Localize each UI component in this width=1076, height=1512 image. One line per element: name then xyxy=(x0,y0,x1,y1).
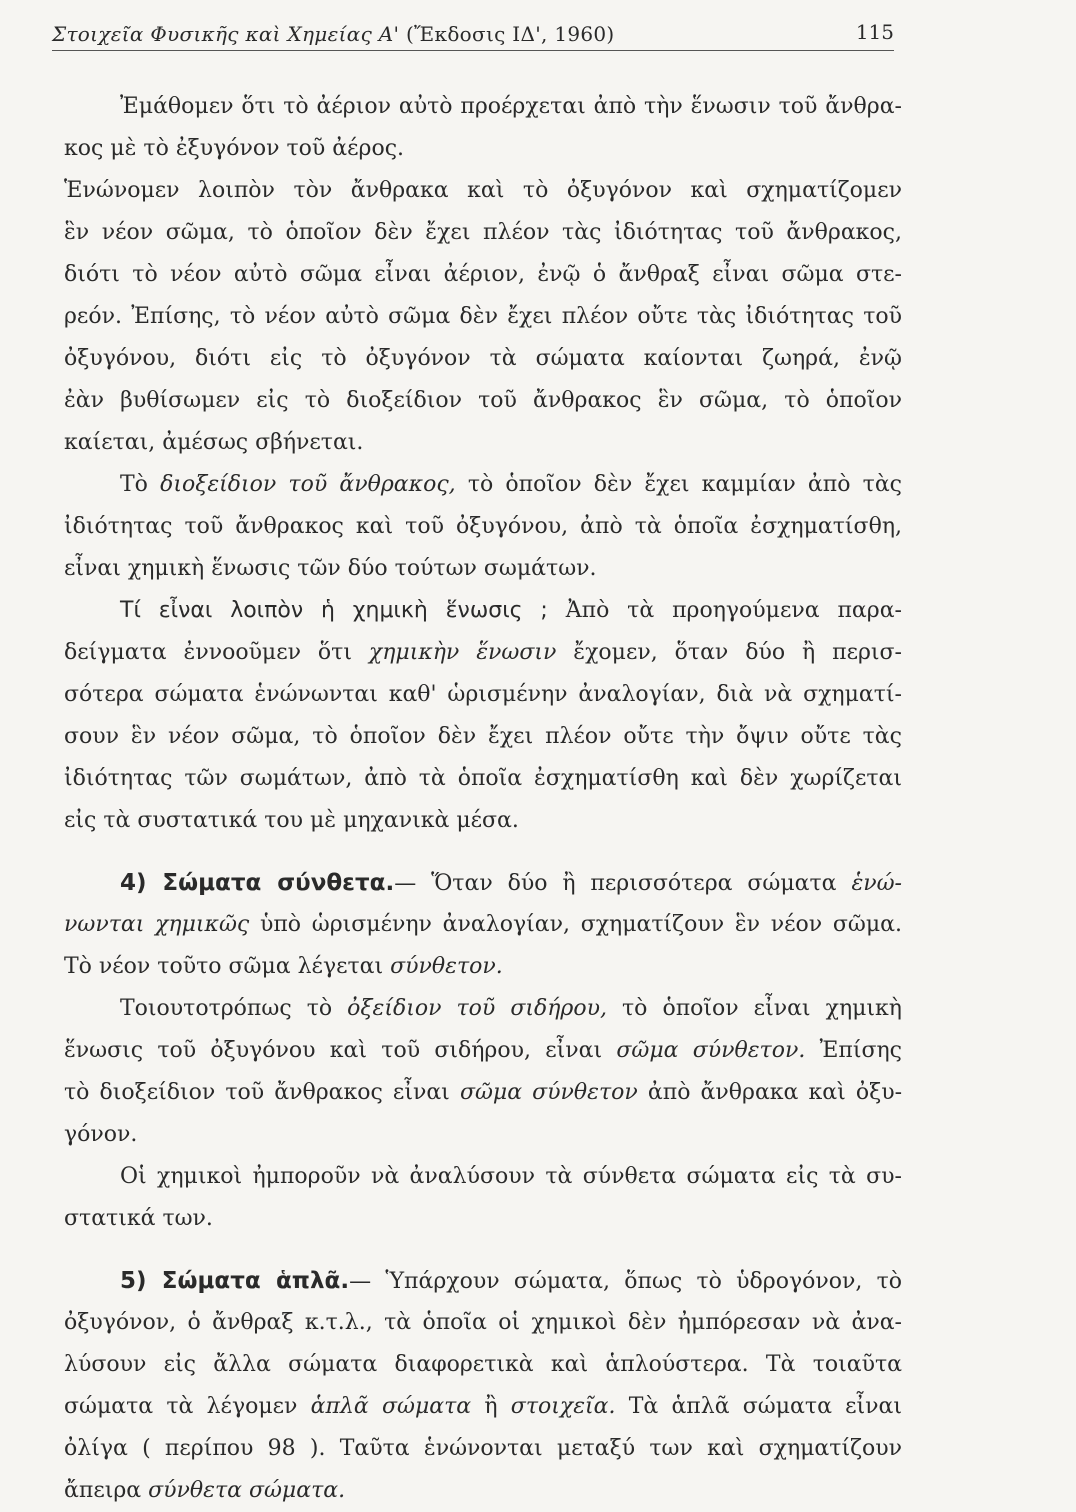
text-span: — Ὑπάρχουν σώματα, ὅπως τὸ ὑδρογόνον, τὸ xyxy=(349,1269,902,1294)
text-span: — Ὅταν δύο ἢ περισσότερα σώματα xyxy=(394,871,837,896)
text-line xyxy=(64,758,902,800)
text-line xyxy=(64,988,902,1030)
text-span: Ἐπίσης xyxy=(819,1038,902,1063)
text-line xyxy=(64,1072,902,1114)
text-line xyxy=(64,800,902,842)
italic-term: σύνθετα σώματα. xyxy=(148,1478,346,1503)
text-line xyxy=(64,380,902,422)
text-span: ἀπὸ ἄνθρακα καὶ ὀξυ- xyxy=(647,1080,902,1105)
text-line xyxy=(64,674,902,716)
text-line xyxy=(64,716,902,758)
text-line xyxy=(64,170,902,212)
italic-term: σῶμα σύνθετον. xyxy=(616,1038,806,1063)
spacer xyxy=(64,842,902,862)
header-edition: (Ἔκδοσις ΙΔ', 1960) xyxy=(405,22,615,46)
text-line xyxy=(64,1302,902,1344)
text-line xyxy=(64,946,902,988)
italic-term: ἑνώ- xyxy=(851,871,902,896)
text-line xyxy=(64,212,902,254)
text-span: τὸ διοξείδιον τοῦ ἄνθρακος εἶναι xyxy=(64,1080,450,1105)
text-span: Τὸ xyxy=(120,472,148,497)
text-span: ἔχομεν, ὅταν δύο ἢ περισ- xyxy=(573,640,902,665)
text-span: ἐὰν βυθίσωμεν εἰς τὸ διοξείδιον τοῦ ἄνθρακος ἓν σῶμα, τὸ ὁποῖον xyxy=(64,388,902,413)
italic-term: νωνται χημικῶς xyxy=(64,912,250,937)
italic-term: χημικὴν ἕνωσιν xyxy=(368,640,557,665)
text-span: ἄπειρα xyxy=(64,1478,142,1503)
text-line xyxy=(64,338,902,380)
text-span: ἕνωσις τοῦ ὀξυγόνου καὶ τοῦ σιδήρου, εἶναι xyxy=(64,1038,603,1063)
italic-term: στοιχεῖα. xyxy=(510,1394,616,1419)
page-body xyxy=(64,86,902,1512)
text-line xyxy=(64,862,902,904)
text-line xyxy=(64,1428,902,1470)
text-line xyxy=(64,1386,902,1428)
text-span: εἰς τὰ συστατικά του μὲ μηχανικὰ μέσα. xyxy=(64,808,519,833)
text-span: Ἑνώνομεν λοιπὸν τὸν ἄνθρακα καὶ τὸ ὀξυγόνον καὶ σχηματίζομεν xyxy=(64,178,902,203)
italic-term: ὀξείδιον τοῦ σιδήρου, xyxy=(347,996,607,1021)
text-span: Τοιουτοτρόπως τὸ xyxy=(120,996,333,1021)
text-span: τὸ ὁποῖον εἶναι χημικὴ xyxy=(621,996,902,1021)
text-span: ρεόν. Ἐπίσης, τὸ νέον αὐτὸ σῶμα δὲν ἔχει πλέον οὔτε τὰς ἰδιότητας τοῦ xyxy=(64,304,902,329)
italic-term: ἁπλᾶ σώματα xyxy=(310,1394,472,1419)
running-header xyxy=(52,16,894,51)
question-heading: Τί εἶναι λοιπὸν ἡ χημικὴ ἕνωσις ; xyxy=(120,598,548,623)
text-line xyxy=(64,1198,902,1240)
text-span: τὸ ὁποῖον δὲν ἔχει καμμίαν ἀπὸ τὰς xyxy=(467,472,902,497)
text-span: δείγματα ἐννοοῦμεν ὅτι xyxy=(64,640,352,665)
text-span: ἓν νέον σῶμα, τὸ ὁποῖον δὲν ἔχει πλέον τὰς ἰδιότητας τοῦ ἄνθρακος, xyxy=(64,220,902,245)
text-span: Ἐμάθομεν ὅτι τὸ ἀέριον αὐτὸ προέρχεται ἀπὸ τὴν ἕνωσιν τοῦ ἄνθρα- xyxy=(120,94,902,119)
section-heading-5: 5) Σώματα ἁπλᾶ. xyxy=(120,1268,350,1294)
text-span: σώματα τὰ λέγομεν xyxy=(64,1394,298,1419)
italic-term: σύνθετον. xyxy=(390,954,503,979)
text-span: ὀξυγόνου, διότι εἰς τὸ ὀξυγόνον τὰ σώματα καίονται ζωηρά, ἐνῷ xyxy=(64,346,902,371)
text-span: Οἱ χημικοὶ ἠμποροῦν νὰ ἀναλύσουν τὰ σύνθετα σώματα εἰς τὰ συ- xyxy=(120,1164,902,1189)
text-line xyxy=(64,904,902,946)
text-span: κος μὲ τὸ ἐξυγόνον τοῦ ἀέρος. xyxy=(64,136,405,161)
text-line xyxy=(64,1114,902,1156)
text-span: διότι τὸ νέον αὐτὸ σῶμα εἶναι ἀέριον, ἐνῷ ὁ ἄνθραξ εἶναι σῶμα στε- xyxy=(64,262,902,287)
text-span: ὀξυγόνον, ὁ ἄνθραξ κ.τ.λ., τὰ ὁποῖα οἱ χημικοὶ δὲν ἠμπόρεσαν νὰ ἀνα- xyxy=(64,1310,902,1335)
text-span: Τὸ νέον τοῦτο σῶμα λέγεται xyxy=(64,954,384,979)
text-span: ὀλίγα ( περίπου 98 ). Ταῦτα ἑνώνονται μεταξύ των καὶ σχηματίζουν xyxy=(64,1436,902,1461)
text-line xyxy=(64,254,902,296)
header-title: Στοιχεῖα Φυσικῆς καὶ Χημείας Α' xyxy=(52,22,400,46)
text-line xyxy=(64,590,902,632)
text-span: ἰδιότητας τοῦ ἄνθρακος καὶ τοῦ ὀξυγόνου, ἀπὸ τὰ ὁποῖα ἐσχηματίσθη, xyxy=(64,514,902,539)
spacer xyxy=(64,1240,902,1260)
text-span: ὑπὸ ὡρισμένην ἀναλογίαν, σχηματίζουν ἓν νέον σῶμα. xyxy=(259,912,902,937)
text-span: ἢ xyxy=(484,1394,498,1419)
italic-term: σῶμα σύνθετον xyxy=(459,1080,638,1105)
text-span: στατικά των. xyxy=(64,1206,213,1231)
text-span: Τὰ ἁπλᾶ σώματα εἶναι xyxy=(628,1394,902,1419)
text-line xyxy=(64,1344,902,1386)
text-line xyxy=(64,632,902,674)
italic-term: διοξείδιον τοῦ ἄνθρακος, xyxy=(160,472,456,497)
text-line xyxy=(64,1030,902,1072)
text-line xyxy=(64,86,902,128)
text-line xyxy=(64,1470,902,1512)
text-span: γόνον. xyxy=(64,1122,138,1147)
text-span: σουν ἓν νέον σῶμα, τὸ ὁποῖον δὲν ἔχει πλέον οὔτε τὴν ὄψιν οὔτε τὰς xyxy=(64,724,902,749)
text-span: καίεται, ἀμέσως σβήνεται. xyxy=(64,430,364,455)
text-line xyxy=(64,422,902,464)
text-line xyxy=(64,464,902,506)
text-line xyxy=(64,1156,902,1198)
text-line xyxy=(64,1260,902,1302)
text-line xyxy=(64,128,902,170)
page-number: 115 xyxy=(855,20,894,44)
text-span: σότερα σώματα ἑνώνωνται καθ' ὡρισμένην ἀναλογίαν, διὰ νὰ σχηματί- xyxy=(64,682,902,707)
text-span: λύσουν εἰς ἄλλα σώματα διαφορετικὰ καὶ ἁπλούστερα. Τὰ τοιαῦτα xyxy=(64,1352,902,1377)
book-title xyxy=(52,22,615,46)
text-span: εἶναι χημικὴ ἕνωσις τῶν δύο τούτων σωμάτων. xyxy=(64,556,597,581)
section-heading-4: 4) Σώματα σύνθετα. xyxy=(120,870,395,896)
text-span: ἰδιότητας τῶν σωμάτων, ἀπὸ τὰ ὁποῖα ἐσχηματίσθη καὶ δὲν χωρίζεται xyxy=(64,766,902,791)
text-line xyxy=(64,506,902,548)
text-line xyxy=(64,296,902,338)
text-line xyxy=(64,548,902,590)
text-span: Ἀπὸ τὰ προηγούμενα παρα- xyxy=(565,598,902,623)
